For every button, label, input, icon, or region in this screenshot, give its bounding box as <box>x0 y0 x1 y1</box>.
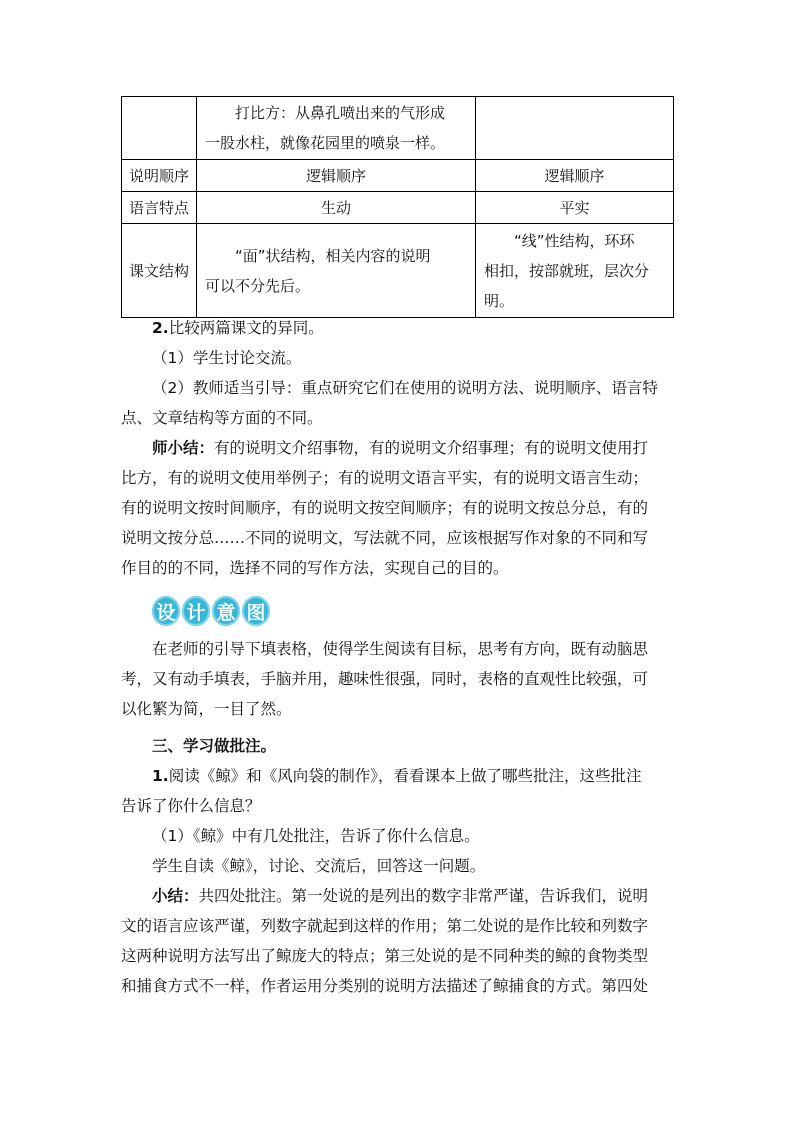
design-intent-text <box>121 634 681 724</box>
badge-char: 图 <box>242 596 270 626</box>
cell-line: “线”性结构，环环 <box>514 231 635 250</box>
summary-line: 比方，有的说明文使用举例子；有的说明文语言平实，有的说明文语言生动； <box>121 469 649 487</box>
paragraph-line: 学生自读《鲸》，讨论、交流后，回答这一问题。 <box>152 857 486 875</box>
paragraph-line: 以化繁为简，一目了然。 <box>121 700 292 718</box>
table-cell <box>197 97 476 160</box>
row-label: 说明顺序 <box>122 160 197 192</box>
list-item: （1）学生讨论交流。 <box>152 349 302 367</box>
summary-paragraph <box>121 433 681 463</box>
table-row <box>122 160 674 192</box>
list-item: （1）《鲸》中有几处批注，告诉了你什么信息。 <box>152 827 480 845</box>
summary-line: 说明文按分总……不同的说明文，写法就不同，应该根据写作对象的不同和写 <box>121 529 649 547</box>
table-cell <box>476 97 674 160</box>
comparison-table <box>121 96 674 318</box>
table-cell: 生动 <box>197 192 476 224</box>
design-intent-badge <box>152 596 270 628</box>
row-label: 语言特点 <box>122 192 197 224</box>
question-number: 1. <box>152 767 169 785</box>
badge-char: 意 <box>212 596 240 626</box>
heading-text: 比较两篇课文的异同。 <box>168 319 324 337</box>
summary-line: 作目的的不同，选择不同的写作方法，实现自己的目的。 <box>121 559 509 577</box>
table-cell <box>476 224 674 318</box>
cell-line: 可以不分先后。 <box>205 276 311 295</box>
table-cell: 逻辑顺序 <box>197 160 476 192</box>
question-cont: 告诉了你什么信息？ <box>121 797 261 815</box>
summary-label: 小结： <box>152 887 199 905</box>
row-label <box>122 97 197 160</box>
table-cell: 逻辑顺序 <box>476 160 674 192</box>
summary-line: 这两种说明方法写出了鲸庞大的特点；第三处说的是不同种类的鲸的食物类型 <box>121 947 649 965</box>
paragraph-line: 考，又有动手填表，手脑并用，趣味性很强，同时，表格的直观性比较强，可 <box>121 670 649 688</box>
cell-line: 相扣，按部就班，层次分 <box>484 261 650 280</box>
section-heading <box>121 313 681 343</box>
question <box>121 761 681 791</box>
question-text: 阅读《鲸》和《风向袋的制作》，看看课本上做了哪些批注，这些批注 <box>168 767 642 785</box>
badge-char: 设 <box>152 596 180 626</box>
summary-label: 师小结： <box>152 439 215 457</box>
summary-paragraph <box>121 881 681 911</box>
cell-line: “面”状结构，相关内容的说明 <box>235 246 431 265</box>
table-row <box>122 192 674 224</box>
cell-line: 明。 <box>484 291 515 310</box>
table-row <box>122 224 674 318</box>
summary-text: 有的说明文介绍事物，有的说明文介绍事理；有的说明文使用打 <box>214 439 649 457</box>
section-heading: 三、学习做批注。 <box>152 737 277 755</box>
badge-char: 计 <box>182 596 210 626</box>
summary-text: 共四处批注。第一处说的是列出的数字非常严谨，告诉我们，说明 <box>198 887 649 905</box>
summary-line: 文的语言应该严谨，列数字就起到这样的作用；第二处说的是作比较和列数字 <box>121 917 649 935</box>
list-item: （2）教师适当引导：重点研究它们在使用的说明方法、说明顺序、语言特 <box>152 379 658 397</box>
list-item-cont: 点、文章结构等方面的不同。 <box>121 409 323 427</box>
paragraph-line: 在老师的引导下填表格，使得学生阅读有目标，思考有方向，既有动脑思 <box>152 640 649 658</box>
summary-line: 和捕食方式不一样，作者运用分类别的说明方法描述了鲸捕食的方式。第四处 <box>121 977 649 995</box>
table-row <box>122 97 674 160</box>
table-cell <box>197 224 476 318</box>
summary-line: 有的说明文按时间顺序，有的说明文按空间顺序；有的说明文按总分总，有的 <box>121 499 649 517</box>
cell-line: 一股水柱，就像花园里的喷泉一样。 <box>205 134 446 152</box>
row-label: 课文结构 <box>122 224 197 318</box>
section-annotation <box>121 731 681 1001</box>
table-cell: 平实 <box>476 192 674 224</box>
cell-line: 打比方：从鼻孔喷出来的气形成 <box>235 104 446 122</box>
heading-number: 2. <box>152 319 169 337</box>
section-compare <box>121 313 681 583</box>
